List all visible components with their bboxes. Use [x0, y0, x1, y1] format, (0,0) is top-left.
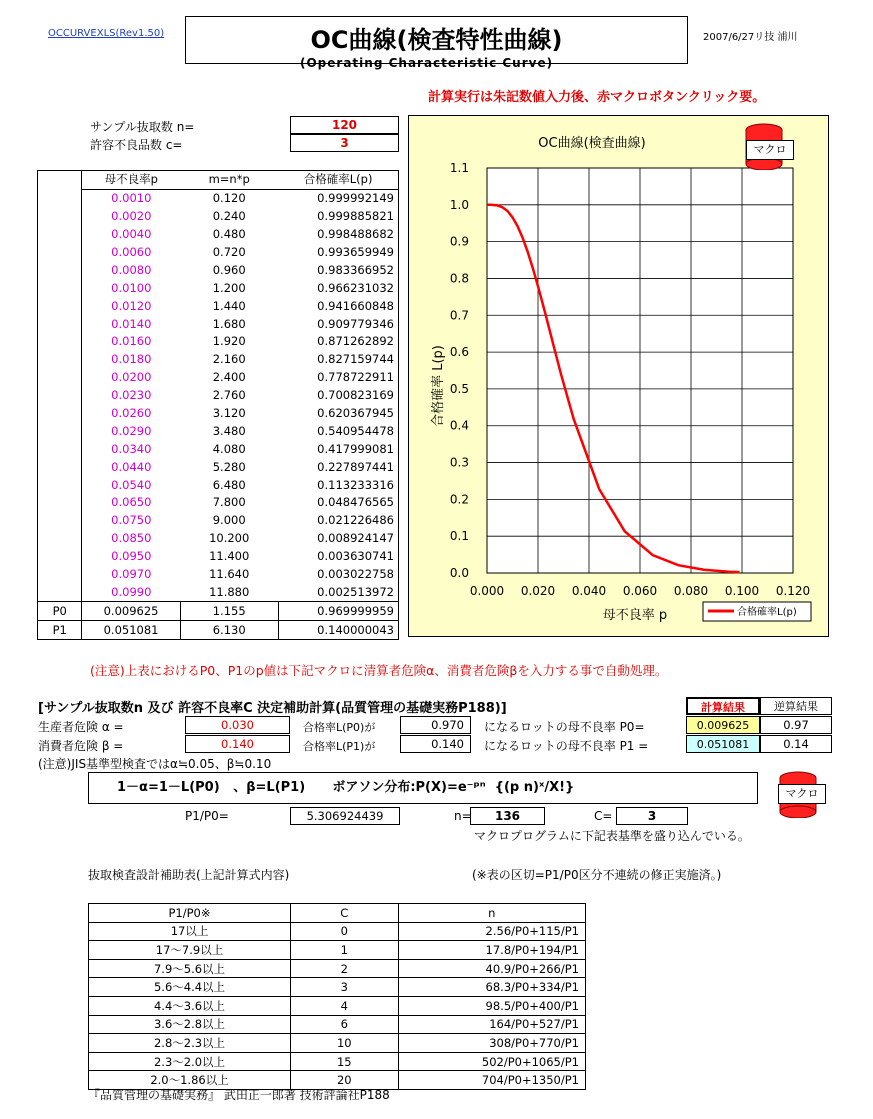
- design-n-cell: 98.5/P0+400/P1: [398, 996, 586, 1015]
- oc-cell-m: 3.480: [212, 423, 246, 438]
- x-tick-label: 0.020: [520, 584, 556, 598]
- oc-cell-m: 11.640: [209, 567, 250, 582]
- p1-cell: 0.140000043: [278, 621, 398, 640]
- y-tick-label: 0.1: [449, 529, 469, 544]
- oc-table-row: [38, 351, 399, 369]
- design-table-note: (※表の区切=P1/P0区分不連続の修正実施済。): [472, 868, 722, 882]
- row-blank: [38, 333, 82, 351]
- oc-cell-p[interactable]: 0.0010: [82, 189, 180, 207]
- oc-cell-p[interactable]: 0.0750: [82, 512, 180, 530]
- row-blank: [38, 530, 82, 548]
- row-blank: [38, 548, 82, 566]
- page-title: OC曲線(検査特性曲線): [185, 16, 688, 64]
- design-c-cell: 0: [291, 922, 398, 941]
- oc-cell-p[interactable]: 0.0440: [82, 458, 180, 476]
- design-c-cell: 10: [291, 1034, 398, 1053]
- oc-cell-lp: 0.998488682: [317, 227, 394, 242]
- x-tick-label: 0.040: [571, 584, 607, 598]
- oc-cell-lp: 0.700823169: [317, 388, 394, 403]
- oc-cell-m: 7.800: [212, 495, 246, 510]
- oc-table-row: [38, 333, 399, 351]
- design-table-row: [89, 959, 586, 978]
- oc-cell-m: 2.160: [212, 352, 246, 367]
- oc-cell-p[interactable]: 0.0120: [82, 297, 180, 315]
- row-blank: [38, 387, 82, 405]
- p0-reverse: 0.97: [760, 716, 832, 734]
- oc-cell-m: 1.680: [212, 316, 246, 331]
- oc-table-row: [38, 279, 399, 297]
- oc-cell-m: 1.920: [212, 334, 246, 349]
- oc-cell-m: 5.280: [212, 459, 246, 474]
- oc-cell-p[interactable]: 0.0160: [82, 333, 180, 351]
- design-ratio-cell: 2.0～1.86以上: [89, 1071, 291, 1090]
- oc-cell-lp: 0.999885821: [317, 209, 394, 224]
- row-blank: [38, 512, 82, 530]
- oc-cell-m: 11.400: [209, 549, 250, 564]
- oc-cell-p[interactable]: 0.0080: [82, 261, 180, 279]
- macro-button-chart[interactable]: [742, 122, 794, 170]
- oc-cell-p[interactable]: 0.0540: [82, 476, 180, 494]
- design-ratio-cell: 2.3～2.0以上: [89, 1052, 291, 1071]
- y-axis-label: 合格確率 L(p): [431, 345, 446, 427]
- file-link[interactable]: OCCURVEXLS(Rev1.50): [48, 28, 165, 39]
- oc-cell-lp: 0.966231032: [317, 280, 394, 295]
- row-blank: [38, 494, 82, 512]
- alpha-input[interactable]: 0.030: [185, 716, 290, 734]
- oc-cell-lp: 0.999992149: [317, 191, 394, 206]
- n-result: 136: [470, 807, 545, 825]
- p0-cell: P0: [38, 602, 82, 621]
- plot-area: [450, 161, 810, 598]
- oc-table-row: [38, 405, 399, 423]
- beta-lp-value: 0.140: [400, 735, 471, 753]
- y-tick-label: 1.1: [449, 161, 469, 175]
- oc-cell-lp: 0.048476565: [317, 495, 394, 510]
- design-c-cell: 2: [291, 959, 398, 978]
- row-blank: [38, 226, 82, 244]
- oc-cell-p[interactable]: 0.0650: [82, 494, 180, 512]
- jis-note: (注意)JIS基準型検査ではα≒0.05、β≒0.10: [38, 757, 272, 771]
- p0-result: 0.009625: [686, 716, 760, 734]
- oc-cell-lp: 0.941660848: [317, 298, 394, 313]
- oc-table-row: [38, 583, 399, 601]
- design-table-row: [89, 996, 586, 1015]
- macro-note: マクロプログラムに下記表基準を盛り込んでいる。: [474, 829, 750, 843]
- oc-table-row: [38, 244, 399, 262]
- oc-table: [37, 170, 399, 640]
- oc-table-row: [38, 548, 399, 566]
- design-n-cell: 17.8/P0+194/P1: [398, 941, 586, 960]
- c-result: 3: [616, 807, 688, 825]
- oc-cell-m: 0.240: [212, 209, 246, 224]
- design-c-cell: 3: [291, 978, 398, 997]
- design-ratio-cell: 5.6～4.4以上: [89, 978, 291, 997]
- design-ratio-cell: 2.8～2.3以上: [89, 1034, 291, 1053]
- oc-cell-lp: 0.871262892: [317, 334, 394, 349]
- design-col-ratio: P1/P0※: [89, 904, 291, 923]
- oc-cell-lp: 0.778722911: [317, 370, 394, 385]
- oc-table-row: [38, 369, 399, 387]
- oc-table-row: [38, 530, 399, 548]
- oc-cell-p[interactable]: 0.0100: [82, 279, 180, 297]
- oc-table-row: [38, 566, 399, 584]
- c-label: C=: [594, 809, 613, 823]
- oc-cell-lp: 0.003630741: [317, 549, 394, 564]
- oc-cell-m: 0.960: [212, 262, 246, 277]
- reference-text: 『品質管理の基礎実務』 武田正一郎著 技術評論社P188: [88, 1088, 390, 1102]
- instruction-text: 計算実行は朱記数値入力後、赤マクロボタンクリック要。: [428, 90, 766, 105]
- oc-cell-p[interactable]: 0.0140: [82, 315, 180, 333]
- oc-cell-lp: 0.227897441: [317, 459, 394, 474]
- y-tick-label: 0.9: [449, 234, 469, 249]
- oc-chart-svg: [409, 116, 828, 636]
- oc-cell-lp: 0.021226486: [317, 513, 394, 528]
- oc-cell-p[interactable]: 0.0230: [82, 387, 180, 405]
- row-blank: [38, 297, 82, 315]
- design-c-cell: 6: [291, 1015, 398, 1034]
- oc-cell-m: 1.200: [212, 280, 246, 295]
- y-tick-label: 0.0: [449, 566, 469, 580]
- oc-cell-p[interactable]: 0.0260: [82, 405, 180, 423]
- allowable-defects-input[interactable]: 3: [290, 134, 399, 152]
- y-tick-label: 0.8: [449, 271, 469, 286]
- oc-cell-m: 6.480: [212, 477, 246, 492]
- oc-cell-lp: 0.417999081: [317, 441, 394, 456]
- design-ratio-cell: 7.9～5.6以上: [89, 959, 291, 978]
- x-tick-label: 0.120: [775, 584, 811, 598]
- oc-cell-p[interactable]: 0.0040: [82, 226, 180, 244]
- design-table-row: [89, 978, 586, 997]
- oc-table-row: [38, 494, 399, 512]
- oc-cell-p[interactable]: 0.0060: [82, 244, 180, 262]
- design-table-row: [89, 1034, 586, 1053]
- macro-button-label: マクロ: [746, 140, 794, 160]
- p0-cell: 0.009625: [82, 602, 180, 621]
- oc-cell-m: 2.760: [212, 388, 246, 403]
- oc-table-row: [38, 315, 399, 333]
- macro-button-calc[interactable]: [776, 770, 828, 818]
- design-n-cell: 2.56/P0+115/P1: [398, 922, 586, 941]
- chart-legend: [703, 602, 811, 621]
- design-table-row: [89, 1015, 586, 1034]
- oc-cell-m: 11.880: [209, 584, 250, 599]
- oc-chart: [408, 115, 829, 637]
- p0-lot-label: になるロットの母不良率 P0=: [484, 720, 645, 734]
- design-col-c: C: [291, 904, 398, 923]
- design-ratio-cell: 17～7.9以上: [89, 941, 291, 960]
- x-axis-label: 母不良率 p: [602, 608, 668, 623]
- beta-input[interactable]: 0.140: [185, 735, 290, 753]
- alpha-lp-value: 0.970: [400, 716, 471, 734]
- p0-cell: 1.155: [180, 602, 278, 621]
- row-blank: [38, 189, 82, 207]
- oc-cell-m: 4.080: [212, 441, 246, 456]
- y-tick-label: 1.0: [449, 197, 469, 212]
- p1-cell: 6.130: [180, 621, 278, 640]
- beta-lp-label: 合格率L(P1)が: [303, 740, 376, 753]
- oc-cell-m: 0.720: [212, 245, 246, 259]
- ratio-label: P1/P0=: [185, 809, 229, 823]
- oc-cell-lp: 0.993659949: [317, 245, 394, 259]
- oc-table-row: [38, 512, 399, 530]
- oc-cell-p[interactable]: 0.0950: [82, 548, 180, 566]
- page-subtitle: (Operating Characteristic Curve): [300, 56, 554, 70]
- oc-cell-lp: 0.827159744: [317, 352, 394, 367]
- row-blank: [38, 279, 82, 297]
- design-c-cell: 4: [291, 996, 398, 1015]
- n-label: n=: [454, 809, 472, 823]
- x-tick-label: 0.060: [622, 584, 658, 598]
- design-table-row: [89, 922, 586, 941]
- date-author: 2007/6/27リ技 浦川: [703, 32, 798, 43]
- design-ratio-cell: 4.4～3.6以上: [89, 996, 291, 1015]
- y-tick-label: 0.2: [449, 492, 469, 507]
- alpha-lp-label: 合格率L(P0)が: [303, 721, 376, 734]
- ratio-value: 5.306924439: [290, 807, 400, 825]
- design-table: [88, 903, 586, 1090]
- p1-cell: 0.051081: [82, 621, 180, 640]
- x-tick-label: 0.080: [673, 584, 709, 598]
- oc-cell-lp: 0.983366952: [317, 262, 394, 277]
- oc-table-row: [38, 422, 399, 440]
- beta-label: 消費者危険 β =: [38, 739, 124, 753]
- row-blank: [38, 261, 82, 279]
- row-blank: [38, 351, 82, 369]
- oc-cell-lp: 0.540954478: [317, 423, 394, 438]
- oc-table-row: [38, 476, 399, 494]
- design-ratio-cell: 17以上: [89, 922, 291, 941]
- oc-cell-p[interactable]: 0.0970: [82, 566, 180, 584]
- oc-cell-p[interactable]: 0.0990: [82, 583, 180, 601]
- y-tick-label: 0.7: [449, 308, 469, 323]
- row-blank: [38, 369, 82, 387]
- design-ratio-cell: 3.6～2.8以上: [89, 1015, 291, 1034]
- p0-row: [38, 602, 399, 621]
- oc-table-row: [38, 208, 399, 226]
- oc-cell-lp: 0.003022758: [317, 567, 394, 582]
- oc-cell-m: 2.400: [212, 370, 246, 385]
- p0-cell: 0.969999959: [278, 602, 398, 621]
- row-blank: [38, 476, 82, 494]
- legend-label: 合格確率L(p): [737, 607, 797, 618]
- oc-cell-lp: 0.002513972: [317, 584, 394, 599]
- sample-size-input[interactable]: 120: [290, 116, 399, 134]
- sample-size-label: サンプル抜取数 n=: [90, 120, 195, 134]
- x-tick-label: 0.000: [469, 584, 505, 598]
- col-header-m: m=n*p: [180, 171, 278, 190]
- design-n-cell: 68.3/P0+334/P1: [398, 978, 586, 997]
- oc-cell-lp: 0.620367945: [317, 406, 394, 421]
- row-blank: [38, 244, 82, 262]
- design-n-cell: 40.9/P0+266/P1: [398, 959, 586, 978]
- oc-table-row: [38, 297, 399, 315]
- y-tick-label: 0.4: [449, 418, 469, 433]
- oc-cell-m: 3.120: [212, 406, 246, 421]
- y-tick-label: 0.6: [449, 345, 469, 360]
- design-c-cell: 1: [291, 941, 398, 960]
- row-blank: [38, 315, 82, 333]
- design-c-cell: 20: [291, 1071, 398, 1090]
- oc-table-row: [38, 226, 399, 244]
- chart-title: OC曲線(検査曲線): [538, 136, 646, 151]
- row-blank: [38, 405, 82, 423]
- oc-cell-p[interactable]: 0.0200: [82, 369, 180, 387]
- row-blank: [38, 458, 82, 476]
- x-tick-label: 0.100: [724, 584, 760, 598]
- design-table-row: [89, 941, 586, 960]
- reverse-header: 逆算結果: [760, 697, 832, 715]
- oc-cell-p[interactable]: 0.0020: [82, 208, 180, 226]
- row-blank: [38, 440, 82, 458]
- oc-table-row: [38, 387, 399, 405]
- row-blank: [38, 208, 82, 226]
- oc-table-row: [38, 440, 399, 458]
- design-n-cell: 164/P0+527/P1: [398, 1015, 586, 1034]
- y-tick-label: 0.3: [449, 455, 469, 470]
- design-col-n: n: [398, 904, 586, 923]
- row-blank: [38, 566, 82, 584]
- design-n-cell: 704/P0+1350/P1: [398, 1071, 586, 1090]
- col-header-lp: 合格確率L(p): [278, 171, 398, 190]
- p1-reverse: 0.14: [760, 735, 832, 753]
- oc-cell-p[interactable]: 0.0180: [82, 351, 180, 369]
- oc-cell-m: 0.480: [212, 227, 246, 242]
- alpha-label: 生産者危険 α =: [38, 720, 124, 734]
- oc-table-row: [38, 261, 399, 279]
- oc-cell-m: 9.000: [212, 513, 246, 528]
- oc-cell-p[interactable]: 0.0290: [82, 422, 180, 440]
- design-c-cell: 15: [291, 1052, 398, 1071]
- macro-button-label: マクロ: [778, 784, 826, 804]
- oc-cell-m: 1.440: [212, 298, 246, 313]
- p1-result: 0.051081: [686, 735, 760, 753]
- p1-lot-label: になるロットの母不良率 P1 =: [484, 739, 649, 753]
- row-blank: [38, 422, 82, 440]
- oc-cell-m: 0.120: [212, 191, 246, 206]
- design-n-cell: 502/P0+1065/P1: [398, 1052, 586, 1071]
- p1-row: [38, 621, 399, 640]
- col-header-p: 母不良率p: [82, 171, 180, 190]
- oc-cell-m: 10.200: [209, 531, 250, 546]
- design-table-row: [89, 1052, 586, 1071]
- p1-cell: P1: [38, 621, 82, 640]
- y-tick-label: 0.5: [449, 381, 469, 396]
- note-p0-p1: (注意)上表におけるP0、P1のp値は下記マクロに清算者危険α、消費者危険βを入力する事で自動処理。: [90, 663, 668, 678]
- formula-box: 1－α=1－L(P0) 、β=L(P1) ボアソン分布:P(X)=e⁻ᵖⁿ {(p n)ˣ/X!}: [88, 772, 758, 804]
- aux-heading: [サンプル抜取数n 及び 許容不良率C 決定補助計算(品質管理の基礎実務P188)]: [38, 701, 507, 716]
- oc-cell-lp: 0.909779346: [317, 316, 394, 331]
- oc-cell-lp: 0.113233316: [317, 477, 394, 492]
- oc-cell-lp: 0.008924147: [317, 531, 394, 546]
- oc-table-row: [38, 189, 399, 207]
- oc-table-row: [38, 458, 399, 476]
- oc-cell-p[interactable]: 0.0850: [82, 530, 180, 548]
- row-blank: [38, 583, 82, 601]
- design-table-caption: 抜取検査設計補助表(上記計算式内容): [88, 868, 290, 882]
- design-n-cell: 308/P0+770/P1: [398, 1034, 586, 1053]
- oc-cell-p[interactable]: 0.0340: [82, 440, 180, 458]
- allowable-defects-label: 許容不良品数 c=: [90, 138, 183, 152]
- result-header: 計算結果: [686, 697, 760, 715]
